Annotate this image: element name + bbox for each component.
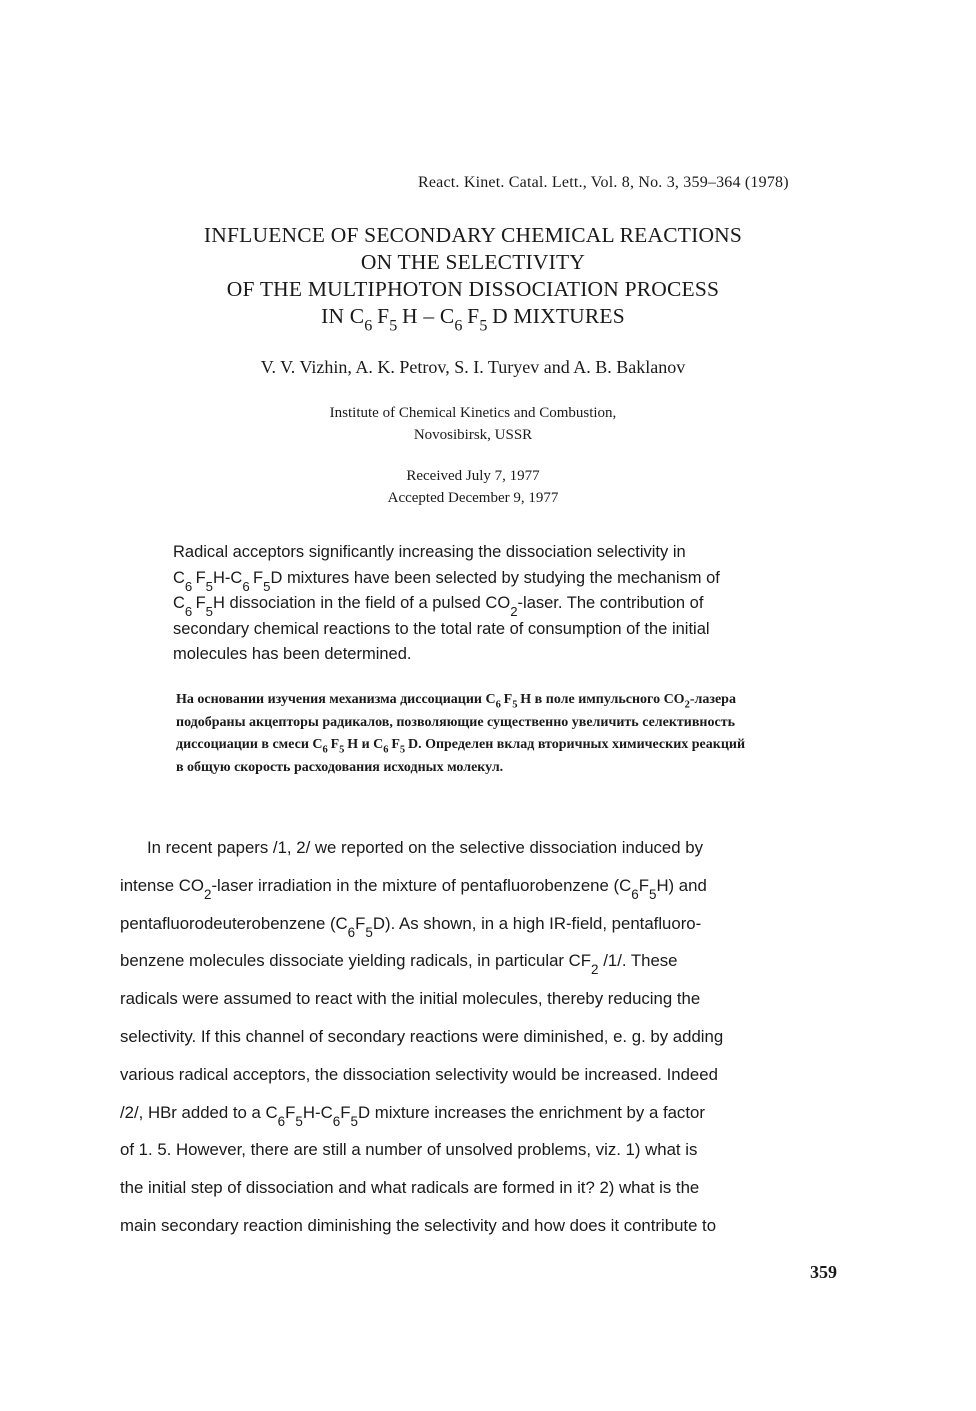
subscript: 5 <box>399 744 406 756</box>
abstract-ru-text: F <box>503 692 513 707</box>
body-line: selectivity. If this channel of secondary reactions were diminished, e. g. by adding <box>120 1026 724 1046</box>
subscript: 6 <box>322 744 328 756</box>
subscript: 6 <box>495 699 501 711</box>
body-line <box>120 1094 840 1132</box>
abstract-text: -laser. The contribution of <box>517 594 704 612</box>
abstract-text: C <box>173 568 185 587</box>
abstract-text: F <box>253 568 264 587</box>
subscript: 5 <box>350 1113 358 1129</box>
subscript: 2 <box>510 603 518 619</box>
title-text: F <box>377 304 390 328</box>
abstract-text: C <box>173 594 185 612</box>
abstract-text: H dissociation in the field of a pulsed CO <box>213 594 511 612</box>
subscript: 2 <box>684 699 690 711</box>
body-text-run: F <box>355 913 366 933</box>
abstract-ru-text: На основании изучения механизма диссоциации C <box>176 692 496 707</box>
body-text-run: D mixture increases the enrichment by a factor <box>357 1102 705 1122</box>
body-text-run: pentafluorodeuterobenzene (C <box>120 913 348 933</box>
abstract-text: F <box>195 594 206 612</box>
subscript: 6 <box>242 578 250 594</box>
subscript: 5 <box>339 744 345 756</box>
body-text-run: D). As shown, in a high IR-field, pentafluoro- <box>372 913 702 933</box>
body-line: of 1. 5. However, there are still a number of unsolved problems, viz. 1) what is <box>120 1140 698 1160</box>
abstract-ru-text: -лазера <box>689 692 736 707</box>
abstract-line <box>173 591 843 617</box>
subscript: 5 <box>205 603 214 619</box>
paper-title <box>150 222 796 335</box>
title-text: H – C <box>402 304 455 328</box>
abstract-ru-line <box>176 734 876 757</box>
subscript: 5 <box>512 699 518 711</box>
body-line <box>120 942 840 980</box>
abstract-text: D mixtures have been selected by studying the mechanism of <box>270 568 720 587</box>
abstract-ru-text: H в поле импульсного CO <box>520 692 685 707</box>
abstract-ru-text: H и C <box>347 737 384 752</box>
page-number: 359 <box>810 1262 837 1282</box>
subscript: 2 <box>203 886 212 902</box>
accepted-date: Accepted December 9, 1977 <box>387 490 559 506</box>
body-text-run: F <box>638 875 649 895</box>
body-text-run: F <box>285 1102 296 1122</box>
body-line: In recent papers /1, 2/ we reported on the selective dissociation induced by <box>147 838 703 857</box>
title-text: IN C <box>321 304 365 328</box>
abstract-ru-text: D. Определен вклад вторичных химических реакций <box>407 737 746 752</box>
abstract-line: secondary chemical reactions to the total rate of consumption of the initial <box>173 619 710 638</box>
abstract-english <box>173 540 843 668</box>
received-date: Received July 7, 1977 <box>406 468 540 484</box>
body-text-run: /2/, HBr added to a C <box>120 1102 278 1122</box>
affiliation <box>150 402 796 446</box>
abstract-text: H-C <box>213 568 243 587</box>
dates <box>150 465 796 509</box>
title-line-4 <box>150 303 796 335</box>
title-line-2: ON THE SELECTIVITY <box>360 250 586 274</box>
body-line: the initial step of dissociation and what radicals are formed in it? 2) what is the <box>120 1178 700 1198</box>
body-line: main secondary reaction diminishing the selectivity and how does it contribute to <box>120 1215 717 1235</box>
subscript: 5 <box>389 317 398 335</box>
title-text: F <box>467 304 480 328</box>
body-text-run: -laser irradiation in the mixture of pentafluorobenzene (C <box>211 875 632 895</box>
abstract-ru-text: диссоциации в смеси C <box>176 737 323 752</box>
subscript: 6 <box>383 744 389 756</box>
title-line-3: OF THE MULTIPHOTON DISSOCIATION PROCESS <box>226 277 720 301</box>
abstract-ru-line: подобраны акцепторы радикалов, позволяющие существенно увеличить селективность <box>176 714 735 730</box>
authors: V. V. Vizhin, A. K. Petrov, S. I. Turyev and A. B. Baklanov <box>260 357 686 377</box>
body-text-run: benzene molecules dissociate yielding radicals, in particular CF <box>120 951 592 971</box>
subscript: 6 <box>184 603 193 619</box>
title-line-1: INFLUENCE OF SECONDARY CHEMICAL REACTIONS <box>203 223 743 247</box>
body-text <box>120 829 840 1245</box>
subscript: 6 <box>364 317 373 335</box>
subscript: 6 <box>277 1113 286 1129</box>
subscript: 6 <box>332 1113 341 1129</box>
body-text-run: H-C <box>302 1102 333 1122</box>
subscript: 6 <box>454 317 463 335</box>
abstract-text: F <box>195 568 206 587</box>
abstract-ru-line <box>176 689 876 712</box>
body-text-run: F <box>340 1102 351 1122</box>
abstract-line: molecules has been determined. <box>173 645 412 663</box>
title-text: D MIXTURES <box>492 304 625 328</box>
body-line <box>120 905 840 943</box>
abstract-line <box>173 566 843 592</box>
subscript: 6 <box>631 886 639 902</box>
subscript: 2 <box>591 962 599 978</box>
body-line <box>120 867 840 905</box>
body-text-run: /1/. These <box>598 951 678 971</box>
subscript: 5 <box>295 1113 303 1129</box>
subscript: 5 <box>205 578 214 594</box>
subscript: 5 <box>479 317 488 335</box>
affiliation-line-2: Novosibirsk, USSR <box>413 427 533 443</box>
subscript: 5 <box>263 578 271 594</box>
subscript: 6 <box>184 578 193 594</box>
subscript: 5 <box>648 886 657 902</box>
abstract-ru-text: F <box>330 737 340 752</box>
subscript: 5 <box>365 924 373 940</box>
affiliation-line-1: Institute of Chemical Kinetics and Combustion, <box>329 405 617 421</box>
abstract-line: Radical acceptors significantly increasing the dissociation selectivity in <box>173 543 686 561</box>
abstract-ru-line: в общую скорость расходования исходных молекул. <box>176 759 504 775</box>
body-line: various radical acceptors, the dissociation selectivity would be increased. Indeed <box>120 1064 718 1084</box>
abstract-ru-text: F <box>391 737 400 752</box>
journal-citation: React. Kinet. Catal. Lett., Vol. 8, No. 3, 359–364 (1978) <box>418 174 789 191</box>
body-line: radicals were assumed to react with the initial molecules, thereby reducing the <box>120 989 701 1009</box>
subscript: 6 <box>347 924 356 940</box>
body-text-run: H) and <box>656 875 707 895</box>
abstract-russian <box>176 689 876 779</box>
body-text-run: intense CO <box>120 875 204 895</box>
